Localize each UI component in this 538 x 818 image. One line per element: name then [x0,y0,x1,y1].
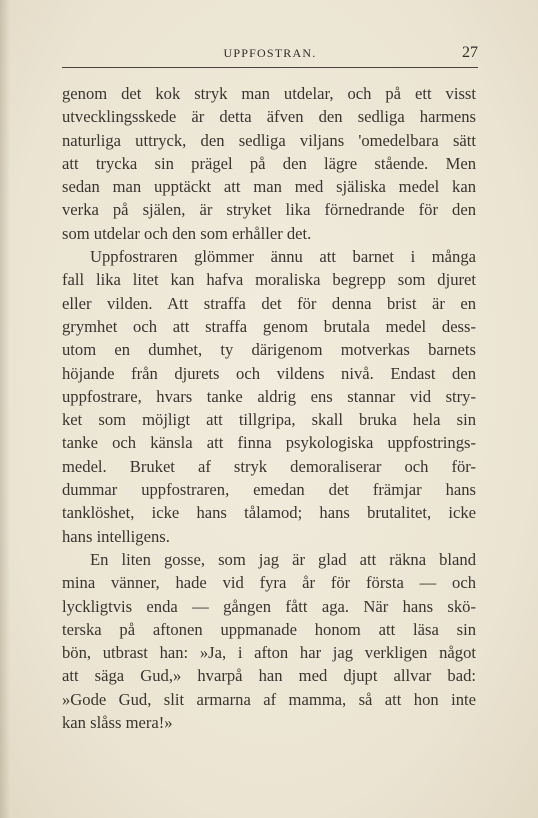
text-line [62,385,476,408]
text-line-content: tanklöshet, icke hans tålamod; hans brutalitet, icke [62,503,476,523]
text-line [62,245,476,268]
text-line-content: En liten gosse, som jag är glad att räkna bland [90,549,476,569]
text-line [62,152,476,175]
text-line [62,175,476,198]
text-line-content: som utdelar och den som erhåller det. [62,223,312,243]
text-line-content: utvecklingsskede är detta äfven den sedliga harmens [62,107,476,127]
text-line-content: eller vilden. Att straffa det för denna brist är en [62,293,476,313]
text-line [62,641,476,664]
text-line [62,431,476,454]
text-line-content: »Gode Gud, slit armarna af mamma, så att hon inte [62,689,476,709]
text-line-content: verka på själen, är stryket lika förnedrande för den [62,200,476,220]
text-line-content: grymhet och att straffa genom brutala medel dess- [62,316,476,336]
text-line [62,501,476,524]
text-line-content: tanke och känsla att finna psykologiska uppfostrings- [62,433,476,453]
text-line [62,338,476,361]
text-line [62,315,476,338]
text-line-content: utom en dumhet, ty därigenom motverkas barnets [62,340,476,360]
text-line-content: terska på aftonen uppmanade honom att läsa sin [62,619,476,639]
text-line [62,525,476,548]
text-line [62,664,476,687]
text-line-content: Uppfostraren glömmer ännu att barnet i många [90,247,476,267]
text-line-content: att säga Gud,» hvarpå han med djupt allvar bad: [62,666,476,686]
text-line [62,292,476,315]
spine-shadow [0,0,10,818]
text-line [62,711,476,734]
text-line-content: dummar uppfostraren, emedan det främjar hans [62,480,476,500]
text-line [62,571,476,594]
running-head: UPPFOSTRAN. [223,46,317,60]
text-line [62,548,476,571]
text-line-content: hans intelligens. [62,526,170,546]
text-line [62,129,476,152]
text-line-content: bön, utbrast han: »Ja, i afton har jag verkligen något [62,643,476,663]
text-line-content: naturliga uttryck, den sedliga viljans 'omedelbara sätt [62,130,476,150]
text-line-content: medel. Bruket af stryk demoraliserar och för- [62,456,476,476]
text-line [62,82,476,105]
body-text [62,82,476,734]
text-line-content: lyckligtvis enda — gången fått aga. När hans skö- [62,596,476,616]
header-rule [62,67,478,68]
text-line-content: höjande från djurets och vildens nivå. Endast den [62,363,476,383]
text-line-content: att trycka sin prägel på den lägre stående. Men [62,153,476,173]
text-line [62,105,476,128]
text-line [62,595,476,618]
text-line-content: fall lika litet kan hafva moraliska begrepp som djuret [62,270,476,290]
page-header [62,44,478,66]
text-line [62,408,476,431]
text-line [62,198,476,221]
text-line [62,362,476,385]
text-line-content: sedan man upptäckt att man med själiska medel kan [62,177,476,197]
text-line [62,478,476,501]
text-line-content: kan slåss mera!» [62,713,173,733]
text-line [62,618,476,641]
page-number: 27 [462,44,478,61]
text-line [62,688,476,711]
text-line-content: genom det kok stryk man utdelar, och på ett visst [62,84,476,103]
text-line-content: ket som möjligt att tillgripa, skall bruka hela sin [62,410,476,430]
text-line [62,268,476,291]
text-line [62,222,476,245]
text-line-content: uppfostrare, hvars tanke aldrig ens stannar vid stry- [62,386,476,406]
text-line-content: mina vänner, hade vid fyra år för första — och [62,573,476,593]
text-line [62,455,476,478]
